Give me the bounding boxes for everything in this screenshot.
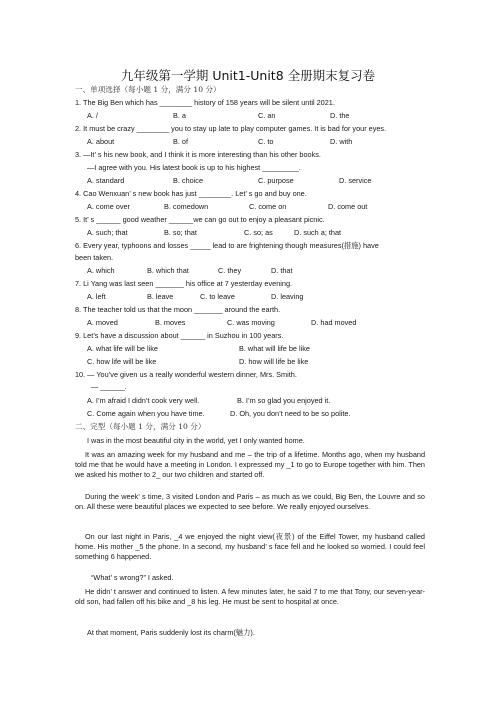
cloze-paragraph-4: On our last night in Paris, _4 we enjoyed the night view(夜景) of the Eiffel Tower, my husband called home. His mother _5 the phone. In a second, my husband’ s face fell and he looked so worried. I could feel something 6 happened. <box>75 532 425 562</box>
question-3-reply: —I agree with you. His latest book is up to his highest _________. <box>87 163 301 172</box>
q9-option-c: C. how life will be like <box>87 357 157 366</box>
cloze-paragraph-2: It was an amazing week for my husband and me – the trip of a lifetime. Months ago, when my husband told me that he would have a meeting in London. I expressed my _1 to go to Europe together with him. Then we asked his mother to 2_ our two children and started off. <box>75 450 425 480</box>
q9-option-a: A. what life will be like <box>87 344 158 353</box>
q2-option-c: C. to <box>258 137 274 146</box>
q1-option-b: B. a <box>173 111 186 120</box>
q10-option-d: D. Oh, you don’t need to be so polite. <box>230 409 351 418</box>
q6-option-b: B. which that <box>147 266 189 275</box>
question-1: 1. The Big Ben which has ________ history of 158 years will be silent until 2021. <box>75 98 335 107</box>
question-5: 5. It’ s ______ good weather ______we can go out to enjoy a pleasant picnic. <box>75 215 325 224</box>
q6-option-d: D. that <box>271 266 293 275</box>
q1-option-c: C. an <box>258 111 276 120</box>
section-heading-multiple-choice: 一、单项选择（每小题 1 分，满分 10 分） <box>75 85 221 94</box>
q10-option-b: B. I’m so glad you enjoyed it. <box>237 396 331 405</box>
q3-option-c: C. purpose <box>258 176 294 185</box>
q3-option-a: A. standard <box>87 176 125 185</box>
q2-option-b: B. of <box>173 137 189 146</box>
q7-option-a: A. left <box>87 292 106 301</box>
question-6: 6. Every year, typhoons and losses _____ lead to are frightening though measures(措施) have <box>75 241 379 250</box>
q4-option-b: B. comedown <box>164 202 209 211</box>
q3-option-b: B. choice <box>173 176 204 185</box>
q8-option-d: D. had moved <box>311 318 357 327</box>
question-10-reply: — ______. <box>91 382 127 391</box>
q4-option-c: C. come on <box>249 202 287 211</box>
question-9: 9. Let’s have a discussion about ______ in Suzhou in 100 years. <box>75 331 284 340</box>
q8-option-a: A. moved <box>87 318 118 327</box>
q10-option-c: C. Come again when you have time. <box>87 409 205 418</box>
q3-option-d: D. service <box>339 176 372 185</box>
q7-option-d: D. leaving <box>271 292 304 301</box>
q4-option-a: A. come over <box>87 202 130 211</box>
q7-option-b: B. leave <box>147 292 174 301</box>
cloze-paragraph-7: At that moment, Paris suddenly lost its charm(魅力). <box>87 628 255 637</box>
q6-option-a: A. which <box>87 266 115 275</box>
q2-option-d: D. with <box>330 137 353 146</box>
q10-option-a: A. I’m afraid I didn’t cook very well. <box>87 396 200 405</box>
cloze-paragraph-6: He didn’ t answer and continued to listen. A few minutes later, he said 7 to me that Tony, our seven-year-old son, had fallen off his bike and _8 his leg. He must be sent to hospital at once. <box>75 587 425 607</box>
question-8: 8. The teacher told us that the moon _______ around the earth. <box>75 305 281 314</box>
q9-option-b: B. what will life be like <box>239 344 310 353</box>
q5-option-b: B. so; that <box>164 228 197 237</box>
q1-option-a: A. / <box>87 111 98 120</box>
question-2: 2. It must be crazy ________ you to stay up late to play computer games. It is bad for your eyes. <box>75 124 387 133</box>
question-7: 7. Li Yang was last seen _______ his office at 7 yesterday evening. <box>75 279 293 288</box>
q7-option-c: C. to leave <box>200 292 235 301</box>
question-10: 10. — You’ve given us a really wonderful western dinner, Mrs. Smith. <box>75 370 297 379</box>
q2-option-a: A. about <box>87 137 115 146</box>
q5-option-a: A. such; that <box>87 228 128 237</box>
q1-option-d: D. the <box>330 111 350 120</box>
q8-option-c: C. was moving <box>227 318 275 327</box>
cloze-paragraph-3: During the week’ s time, 3 visited London and Paris – as much as we could, Big Ben, the Louvre and so on. All these were beautiful places we expected to see before. We really enjoyed ourselves. <box>75 492 425 512</box>
q5-option-d: D. such a; that <box>294 228 342 237</box>
q5-option-c: C. so; as <box>244 228 273 237</box>
q9-option-d: D. how will life be like <box>239 357 309 366</box>
page-title: 九年级第一学期 Unit1-Unit8 全册期末复习卷 <box>120 68 376 83</box>
question-4: 4. Cao Wenxuan’ s new book has just ________. Let’ s go and buy one. <box>75 189 307 198</box>
question-3: 3. —It’ s his new book, and I think it is more interesting than his other books. <box>75 150 321 159</box>
cloze-paragraph-5: “What’ s wrong?” I asked. <box>91 573 174 582</box>
cloze-paragraph-1: I was in the most beautiful city in the world, yet I only wanted home. <box>87 436 305 445</box>
q8-option-b: B. moves <box>155 318 186 327</box>
q6-option-c: C. they <box>218 266 242 275</box>
question-6-continued: been taken. <box>75 253 114 262</box>
q4-option-d: D. come out <box>328 202 368 211</box>
section-heading-cloze: 二、完型（每小题 1 分，满分 10 分） <box>75 422 206 431</box>
